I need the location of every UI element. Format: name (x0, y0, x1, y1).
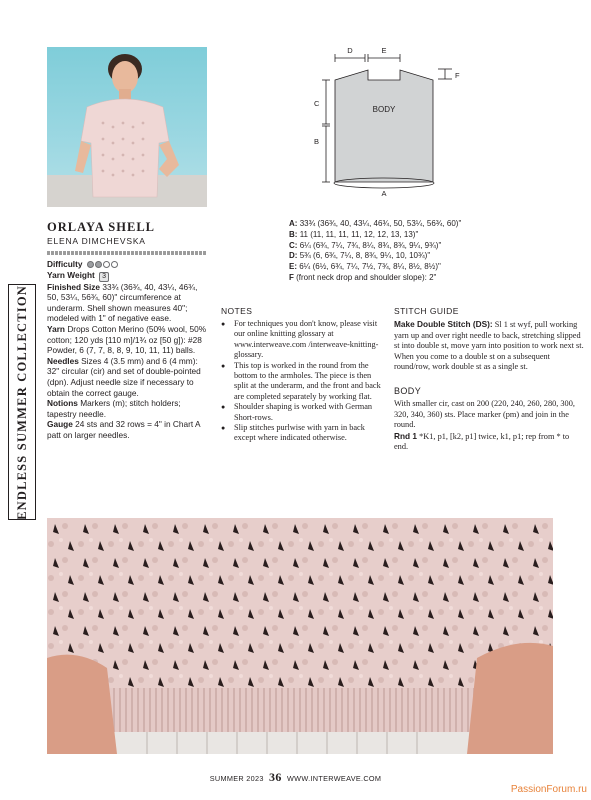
label-d: D (347, 46, 353, 55)
difficulty-dot-2 (95, 261, 102, 268)
note-item: ● For techniques you don't know, please visit our online knitting glossary at www.interweave.com /interweave-knitting-glossary. (221, 319, 385, 361)
lace-texture-illustration (47, 518, 553, 754)
left-hand (47, 655, 117, 754)
stitch-guide-section (394, 306, 584, 453)
body-heading: BODY (394, 385, 422, 396)
needles-info: Needles Sizes 4 (3.5 mm) and 6 (4 mm): 32" circular (cir) and set of double-pointed (dpn). Adjust needle size if necessary to obtain the correct gauge. (47, 355, 201, 398)
measure-d: D: 5¾ (6, 6¾, 7¼, 8, 8¾, 9¼, 10, 10¾)" (289, 251, 431, 261)
notes-section (221, 306, 385, 444)
notions-info: Notions Markers (m); stitch holders; tapestry needle. (47, 398, 181, 419)
yarn-weight-row: Yarn Weight 3 (47, 270, 211, 282)
model-illustration (47, 47, 207, 207)
notes-list (221, 319, 385, 444)
label-b: B (314, 137, 320, 146)
right-hand (467, 643, 553, 754)
lace-detail-photo (47, 518, 553, 754)
issue-label: SUMMER 2023 (209, 774, 264, 783)
note-item: ● Shoulder shaping is worked with German Short-rows. (221, 402, 385, 423)
difficulty-dots (87, 261, 118, 268)
difficulty-row: Difficulty (47, 259, 211, 270)
stitch-guide-heading: STITCH GUIDE (394, 306, 459, 316)
yarn-weight-badge: 3 (99, 272, 109, 282)
round-1-instructions: Rnd 1 *K1, p1, [k2, p1] twice, k1, p1; rep from * to end. (394, 430, 570, 452)
model-photo (47, 47, 207, 207)
difficulty-dot-1 (87, 261, 94, 268)
garment-schematic (300, 44, 470, 196)
collection-sidebar (8, 284, 36, 520)
page-number: 36 (269, 770, 282, 784)
finished-size: Finished Size 33¾ (36¾, 40, 43¼, 46¾, 50, 53¼, 56¾, 60)" circumference at underarm. Shell shown measures 40"; modeled with 1" of negative ease. (47, 281, 198, 324)
measure-c: C: 6¼ (6¾, 7¼, 7¾, 8¼, 8¾, 8¾, 9¼, 9¾)" (289, 240, 442, 250)
yarn-info: Yarn Drops Cotton Merino (50% wool, 50% cotton; 120 yds [110 m]/1¾ oz [50 g]): #28 Powder, 6 (7, 7, 8, 8, 9, 10, 11, 11) balls. (47, 323, 207, 356)
body-cast-on: With smaller cir, cast on 200 (220, 240, 260, 280, 300, 320, 340, 360) sts. Place marker (pm) and join in the round. (394, 398, 575, 430)
label-f: F (455, 71, 460, 80)
watermark: PassionForum.ru (510, 784, 587, 795)
double-stitch-instructions: Make Double Stitch (DS): Sl 1 st wyf, pull working yarn up and over right needle to back, stretching slipped st into double st, move yarn into position to work next st. When you come to a double st on a subsequent round/row, work double st as a single st. (394, 319, 584, 372)
gauge-info: Gauge 24 sts and 32 rows = 4" in Chart A patt on larger needles. (47, 419, 201, 440)
measure-a: A: 33¾ (36¾, 40, 43¼, 46¾, 50, 53¼, 56¾, 60)" (289, 219, 462, 228)
label-a: A (381, 189, 387, 196)
label-c: C (314, 99, 320, 108)
difficulty-dot-4 (111, 261, 118, 268)
body-shape (335, 70, 433, 182)
page-footer (0, 770, 591, 785)
dotted-rule (47, 251, 207, 255)
notes-heading: NOTES (221, 306, 253, 316)
note-item: ● Slip stitches purlwise with yarn in back except where indicated otherwise. (221, 423, 385, 444)
measurement-list (289, 219, 519, 284)
pattern-title: ORLAYA SHELL (47, 220, 155, 234)
difficulty-dot-3 (103, 261, 110, 268)
site-url: WWW.INTERWEAVE.COM (286, 774, 382, 783)
label-e: E (381, 46, 387, 55)
pattern-specs (47, 259, 211, 441)
collection-label: ENDLESS SUMMER COLLECTION (14, 284, 29, 520)
designer-name: ELENA DIMCHEVSKA (47, 236, 146, 246)
measure-b: B: 11 (11, 11, 11, 11, 12, 12, 13, 13)" (289, 229, 419, 239)
note-item: ● This top is worked in the round from the bottom to the armholes. The piece is then split at the underarm, and the front and back are completed separately by working flat. (221, 361, 385, 403)
body-label: BODY (372, 105, 396, 114)
measure-f: F (front neck drop and shoulder slope): 2" (289, 272, 437, 282)
measure-e: E: 6¼ (6½, 6¾, 7¼, 7½, 7¾, 8¼, 8½, 8½)" (289, 262, 441, 272)
